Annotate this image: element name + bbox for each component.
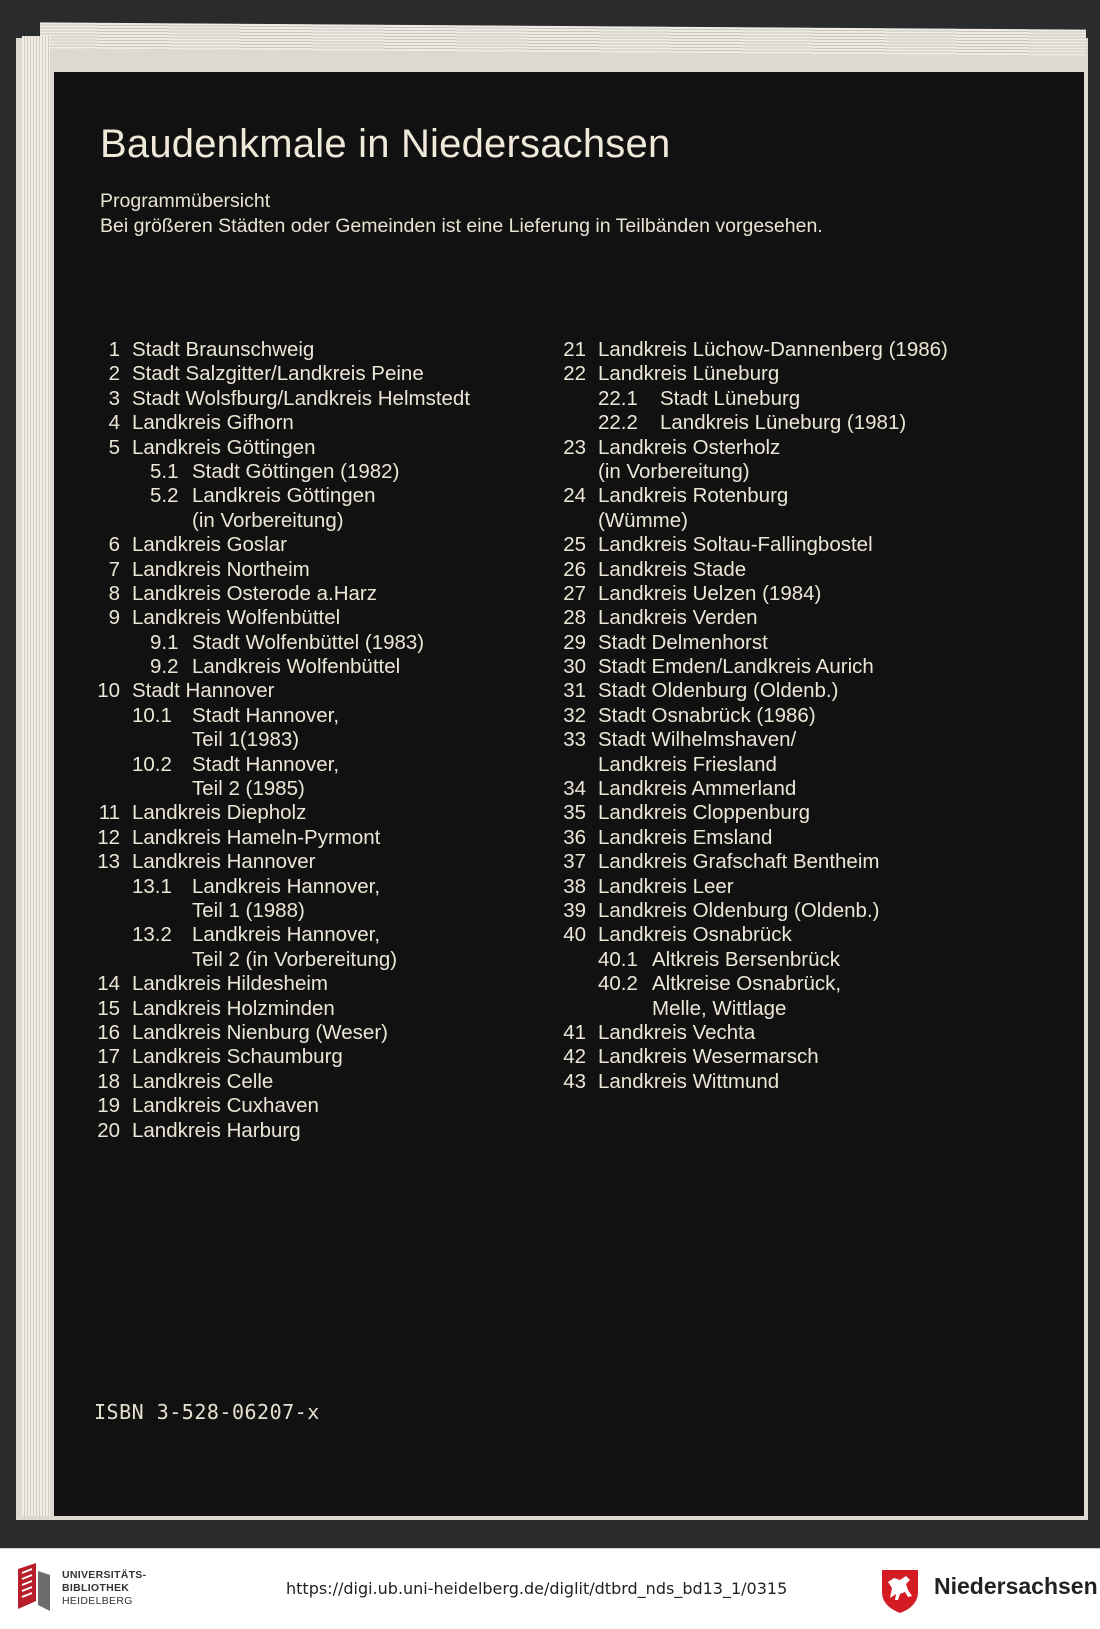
entry-label: Landkreis Hildesheim — [132, 972, 328, 996]
entry-label: Landkreis Holzminden — [132, 996, 335, 1020]
entry-label: (in Vorbereitung) — [598, 459, 750, 483]
program-entry — [90, 411, 560, 435]
book-left-edge — [22, 36, 50, 1516]
entry-number: 21 — [563, 338, 586, 361]
entry-label: Stadt Oldenburg (Oldenb.) — [598, 679, 839, 703]
program-entry — [546, 972, 1016, 996]
entry-label: Landkreis Ammerland — [598, 777, 797, 801]
program-entry — [90, 387, 560, 411]
entry-number: 37 — [563, 850, 586, 874]
entry-number: 3 — [108, 386, 120, 410]
entry-number: 6 — [108, 533, 120, 557]
entry-label: Landkreis Harburg — [132, 1118, 301, 1142]
entry-label: Landkreis Osterode a.Harz — [132, 581, 377, 605]
entry-number: 38 — [563, 874, 586, 898]
entry-label: Stadt Osnabrück (1986) — [598, 703, 816, 727]
entry-label: Landkreis Osterholz — [598, 435, 781, 459]
entry-number: 15 — [97, 996, 120, 1020]
program-entry — [90, 850, 560, 874]
program-entry — [546, 948, 1016, 972]
entry-label: Landkreis Wesermarsch — [598, 1045, 819, 1069]
program-entry — [90, 753, 560, 777]
entry-label: Stadt Hannover, — [192, 703, 340, 727]
isbn: ISBN 3-528-06207-x — [94, 1400, 320, 1424]
entry-number: 26 — [563, 557, 586, 581]
program-entry — [546, 582, 1016, 606]
entry-label: Landkreis Nienburg (Weser) — [132, 1020, 388, 1044]
library-line-1: UNIVERSITÄTS- — [62, 1569, 147, 1581]
library-name — [62, 1569, 146, 1608]
program-entry — [90, 484, 560, 508]
entry-number: 28 — [563, 606, 586, 630]
entry-label: Landkreis Hannover, — [192, 923, 381, 947]
entry-number: 10.2 — [132, 752, 172, 776]
entry-label: Landkreis Wolfenbüttel — [192, 655, 401, 679]
entry-label: Landkreis Northeim — [132, 557, 310, 581]
program-entry — [546, 1070, 1016, 1094]
entry-label: Landkreis Cloppenburg — [598, 801, 810, 825]
program-entry — [546, 533, 1016, 557]
program-entry — [90, 460, 560, 484]
program-entry — [90, 728, 560, 752]
entry-label: Landkreis Uelzen (1984) — [598, 581, 822, 605]
entry-label: Teil 2 (1985) — [192, 777, 305, 801]
entry-label: (in Vorbereitung) — [192, 508, 344, 532]
entry-label: Landkreis Verden — [598, 606, 758, 630]
program-entry — [90, 1045, 560, 1069]
program-entry — [546, 1021, 1016, 1045]
entry-label: Landkreis Diepholz — [132, 801, 307, 825]
back-cover — [54, 72, 1084, 1516]
program-entry — [546, 875, 1016, 899]
entry-label: Landkreis Rotenburg — [598, 484, 789, 508]
program-entry — [546, 411, 1016, 435]
entry-number: 10 — [97, 679, 120, 703]
entry-label: Stadt Wolsfburg/Landkreis Helmstedt — [132, 386, 471, 410]
entry-number: 42 — [563, 1045, 586, 1069]
program-entry — [90, 1094, 560, 1118]
entry-number: 8 — [108, 581, 120, 605]
program-entry — [90, 679, 560, 703]
entry-number: 14 — [97, 972, 120, 996]
program-entry — [546, 777, 1016, 801]
program-entry — [546, 436, 1016, 460]
program-entry — [546, 1045, 1016, 1069]
entry-number: 22.1 — [598, 386, 638, 410]
program-entry — [546, 655, 1016, 679]
entry-number: 7 — [108, 557, 120, 581]
program-entry — [90, 509, 560, 533]
library-line-3: HEIDELBERG — [62, 1595, 133, 1607]
entry-number: 13 — [97, 850, 120, 874]
entry-number: 33 — [563, 728, 586, 752]
program-entry — [546, 606, 1016, 630]
program-entry — [90, 997, 560, 1021]
program-list-right — [546, 338, 1016, 1094]
entry-number: 40 — [563, 923, 586, 947]
program-entry — [90, 655, 560, 679]
entry-number: 9.2 — [150, 655, 179, 679]
entry-number: 40.2 — [598, 972, 638, 996]
entry-label: Melle, Wittlage — [652, 996, 787, 1020]
program-entry — [546, 338, 1016, 362]
program-entry — [90, 972, 560, 996]
entry-label: Stadt Göttingen (1982) — [192, 459, 400, 483]
program-entry — [90, 533, 560, 557]
entry-number: 25 — [563, 533, 586, 557]
entry-number: 20 — [97, 1118, 120, 1142]
entry-number: 40.1 — [598, 947, 638, 971]
entry-number: 39 — [563, 898, 586, 922]
entry-label: Landkreis Göttingen — [192, 484, 376, 508]
entry-label: Landkreis Hannover — [132, 850, 316, 874]
entry-label: Landkreis Stade — [598, 557, 747, 581]
entry-number: 32 — [563, 703, 586, 727]
program-entry — [546, 460, 1016, 484]
viewer-footer — [0, 1548, 1100, 1629]
program-entry — [90, 606, 560, 630]
entry-label: Landkreis Lüneburg (1981) — [660, 411, 907, 435]
program-entry — [546, 704, 1016, 728]
entry-label: Landkreis Emsland — [598, 825, 773, 849]
entry-label: Landkreis Celle — [132, 1069, 274, 1093]
cover-title: Baudenkmale in Niedersachsen — [100, 122, 671, 166]
entry-label: Landkreis Soltau-Fallingbostel — [598, 533, 873, 557]
entry-number: 29 — [563, 630, 586, 654]
program-entry — [90, 1070, 560, 1094]
program-entry — [90, 1021, 560, 1045]
program-entry — [546, 923, 1016, 947]
entry-number: 5.1 — [150, 459, 179, 483]
entry-label: Altkreis Bersenbrück — [652, 947, 840, 971]
entry-label: Stadt Lüneburg — [660, 386, 801, 410]
entry-label: Landkreis Schaumburg — [132, 1045, 343, 1069]
library-line-2: BIBLIOTHEK — [62, 1582, 130, 1594]
entry-label: Landkreis Leer — [598, 874, 734, 898]
entry-number: 35 — [563, 801, 586, 825]
entry-label: Stadt Hannover — [132, 679, 275, 703]
entry-label: Stadt Wolfenbüttel (1983) — [192, 630, 425, 654]
entry-number: 9.1 — [150, 630, 179, 654]
program-entry — [90, 826, 560, 850]
entry-number: 41 — [563, 1020, 586, 1044]
entry-label: Stadt Delmenhorst — [598, 630, 768, 654]
program-entry — [546, 679, 1016, 703]
entry-label: Landkreis Osnabrück — [598, 923, 792, 947]
program-entry — [90, 777, 560, 801]
entry-label: Landkreis Grafschaft Bentheim — [598, 850, 880, 874]
entry-number: 36 — [563, 825, 586, 849]
entry-number: 43 — [563, 1069, 586, 1093]
entry-label: (Wümme) — [598, 508, 688, 532]
entry-label: Landkreis Cuxhaven — [132, 1094, 319, 1118]
subtitle-line-1: Programmübersicht — [100, 190, 271, 212]
program-entry — [546, 899, 1016, 923]
entry-number: 10.1 — [132, 703, 172, 727]
entry-number: 9 — [108, 606, 120, 630]
entry-label: Teil 1(1983) — [192, 728, 300, 752]
program-entry — [546, 362, 1016, 386]
program-entry — [546, 387, 1016, 411]
entry-number: 31 — [563, 679, 586, 703]
program-entry — [90, 1119, 560, 1143]
entry-label: Stadt Hannover, — [192, 752, 340, 776]
program-entry — [546, 509, 1016, 533]
entry-number: 22.2 — [598, 411, 638, 435]
entry-label: Landkreis Wolfenbüttel — [132, 606, 341, 630]
program-entry — [546, 826, 1016, 850]
entry-label: Landkreis Gifhorn — [132, 411, 294, 435]
entry-number: 17 — [97, 1045, 120, 1069]
program-entry — [546, 801, 1016, 825]
program-entry — [90, 631, 560, 655]
program-entry — [546, 997, 1016, 1021]
program-list-left — [90, 338, 560, 1143]
entry-label: Landkreis Oldenburg (Oldenb.) — [598, 898, 880, 922]
entry-label: Landkreis Göttingen — [132, 435, 316, 459]
program-entry — [546, 558, 1016, 582]
entry-number: 30 — [563, 655, 586, 679]
entry-label: Landkreis Lüneburg — [598, 362, 780, 386]
niedersachsen-horse-crest-icon — [878, 1566, 922, 1614]
entry-number: 16 — [97, 1020, 120, 1044]
permalink-url[interactable]: https://digi.ub.uni-heidelberg.de/diglit/dtbrd_nds_bd13_1/0315 — [286, 1579, 788, 1598]
entry-label: Landkreis Hameln-Pyrmont — [132, 825, 381, 849]
program-entry — [546, 484, 1016, 508]
program-entry — [90, 362, 560, 386]
program-entry — [90, 875, 560, 899]
program-entry — [546, 631, 1016, 655]
program-entry — [90, 704, 560, 728]
program-entry — [90, 436, 560, 460]
entry-number: 27 — [563, 581, 586, 605]
entry-number: 13.1 — [132, 874, 172, 898]
entry-number: 5 — [108, 435, 120, 459]
program-entry — [90, 923, 560, 947]
entry-number: 23 — [563, 435, 586, 459]
cover-subtitle — [100, 189, 823, 239]
entry-number: 4 — [108, 411, 120, 435]
entry-label: Teil 1 (1988) — [192, 898, 305, 922]
entry-label: Teil 2 (in Vorbereitung) — [192, 947, 398, 971]
program-entry — [90, 899, 560, 923]
program-entry — [546, 728, 1016, 752]
entry-number: 13.2 — [132, 923, 172, 947]
subtitle-line-2: Bei größeren Städten oder Gemeinden ist eine Lieferung in Teilbänden vorgesehen. — [100, 215, 823, 237]
program-entry — [90, 338, 560, 362]
entry-label: Landkreis Wittmund — [598, 1069, 780, 1093]
entry-number: 12 — [97, 825, 120, 849]
entry-label: Landkreis Lüchow-Dannenberg (1986) — [598, 338, 948, 361]
entry-label: Landkreis Friesland — [598, 752, 777, 776]
entry-label: Landkreis Vechta — [598, 1020, 756, 1044]
niedersachsen-brand: Niedersachsen — [934, 1573, 1098, 1599]
entry-label: Stadt Salzgitter/Landkreis Peine — [132, 362, 424, 386]
program-entry — [90, 558, 560, 582]
ub-heidelberg-logo-icon — [14, 1561, 54, 1613]
entry-number: 5.2 — [150, 484, 179, 508]
entry-number: 1 — [108, 338, 120, 361]
program-entry — [546, 753, 1016, 777]
entry-number: 18 — [97, 1069, 120, 1093]
program-entry — [90, 582, 560, 606]
entry-label: Stadt Wilhelmshaven/ — [598, 728, 797, 752]
entry-number: 34 — [563, 777, 586, 801]
entry-number: 19 — [97, 1094, 120, 1118]
entry-label: Stadt Braunschweig — [132, 338, 315, 361]
entry-number: 2 — [108, 362, 120, 386]
program-entry — [90, 801, 560, 825]
entry-label: Altkreise Osnabrück, — [652, 972, 842, 996]
entry-number: 24 — [563, 484, 586, 508]
entry-label: Landkreis Goslar — [132, 533, 287, 557]
entry-label: Landkreis Hannover, — [192, 874, 381, 898]
program-entry — [546, 850, 1016, 874]
entry-label: Stadt Emden/Landkreis Aurich — [598, 655, 874, 679]
entry-number: 11 — [98, 801, 120, 825]
entry-number: 22 — [563, 362, 586, 386]
program-entry — [90, 948, 560, 972]
